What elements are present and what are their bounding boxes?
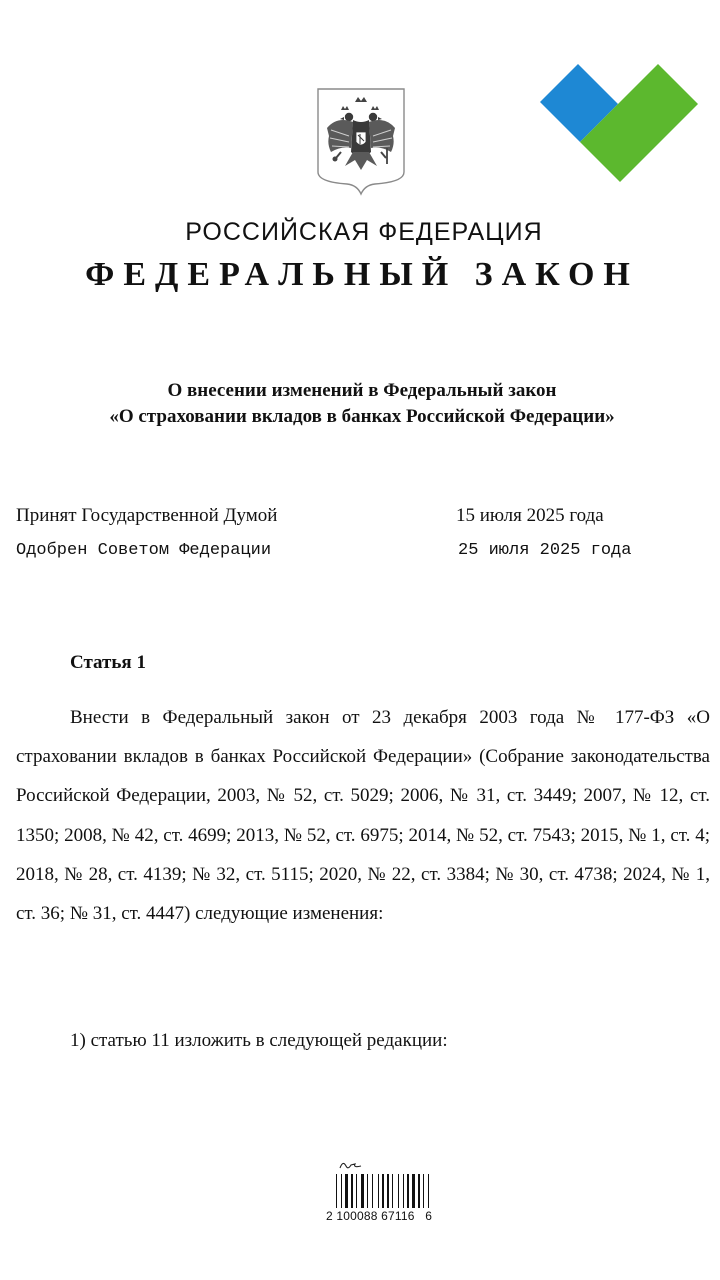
list-item: 1) статью 11 изложить в следующей редакции:: [70, 1030, 448, 1051]
barcode-bar: [423, 1174, 424, 1208]
country-name: РОССИЙСКАЯ ФЕДЕРАЦИЯ: [185, 218, 543, 246]
barcode-bar: [387, 1174, 389, 1208]
adoption-label: Одобрен Советом Федерации: [16, 541, 272, 560]
barcode-bar: [403, 1174, 404, 1208]
barcode-bar: [361, 1174, 364, 1208]
law-title-line-1: О внесении изменений в Федеральный закон: [167, 380, 557, 401]
coat-of-arms-icon: [315, 86, 407, 196]
article-heading: Статья 1: [70, 652, 146, 673]
barcode-bar: [378, 1174, 379, 1208]
law-title-line-2: «О страховании вкладов в банках Российской Федерации»: [109, 406, 615, 427]
barcode-bar: [418, 1174, 420, 1208]
adoption-label: Принят Государственной Думой: [16, 505, 278, 526]
barcode-bar: [372, 1174, 373, 1208]
barcode-bar: [382, 1174, 384, 1208]
adoption-date: 25 июля 2025 года: [458, 541, 632, 560]
barcode-bar: [341, 1174, 342, 1208]
barcode-bar: [345, 1174, 348, 1208]
barcode-bar: [398, 1174, 399, 1208]
barcode-bar: [412, 1174, 415, 1208]
law-type-heading: ФЕДЕРАЛЬНЫЙ ЗАКОН: [85, 256, 639, 293]
barcode-bar: [336, 1174, 337, 1208]
barcode-bar: [407, 1174, 409, 1208]
law-title: [0, 378, 720, 430]
article-paragraph: Внести в Федеральный закон от 23 декабря 2003 года № 177-ФЗ «О страховании вкладов в банках Российской Федерации» (Собрание законодательства Российской Федерации, 2003, № 52, ст. 5029; 2006, № 31, ст. 3449; 2007, № 12, ст. 1350; 2008, № 42, ст. 4699; 2013, № 52, ст. 6975; 2014, № 52, ст. 7543; 2015, № 1, ст. 4; 2018, № 28, ст. 4139; № 32, ст. 5115; 2020, № 22, ст. 3384; № 30, ст. 4738; 2024, № 1, ст. 36; № 31, ст. 4447) следующие изменения:: [16, 707, 710, 925]
barcode-number: 2 100088 67116 6: [326, 1209, 433, 1223]
barcode-bar: [392, 1174, 393, 1208]
checkmark-logo-icon: [540, 62, 698, 182]
barcode-bar: [351, 1174, 353, 1208]
barcode-bar: [356, 1174, 357, 1208]
barcode-bar: [367, 1174, 368, 1208]
barcode-bar: [428, 1174, 429, 1208]
adoption-date: 15 июля 2025 года: [456, 505, 604, 526]
